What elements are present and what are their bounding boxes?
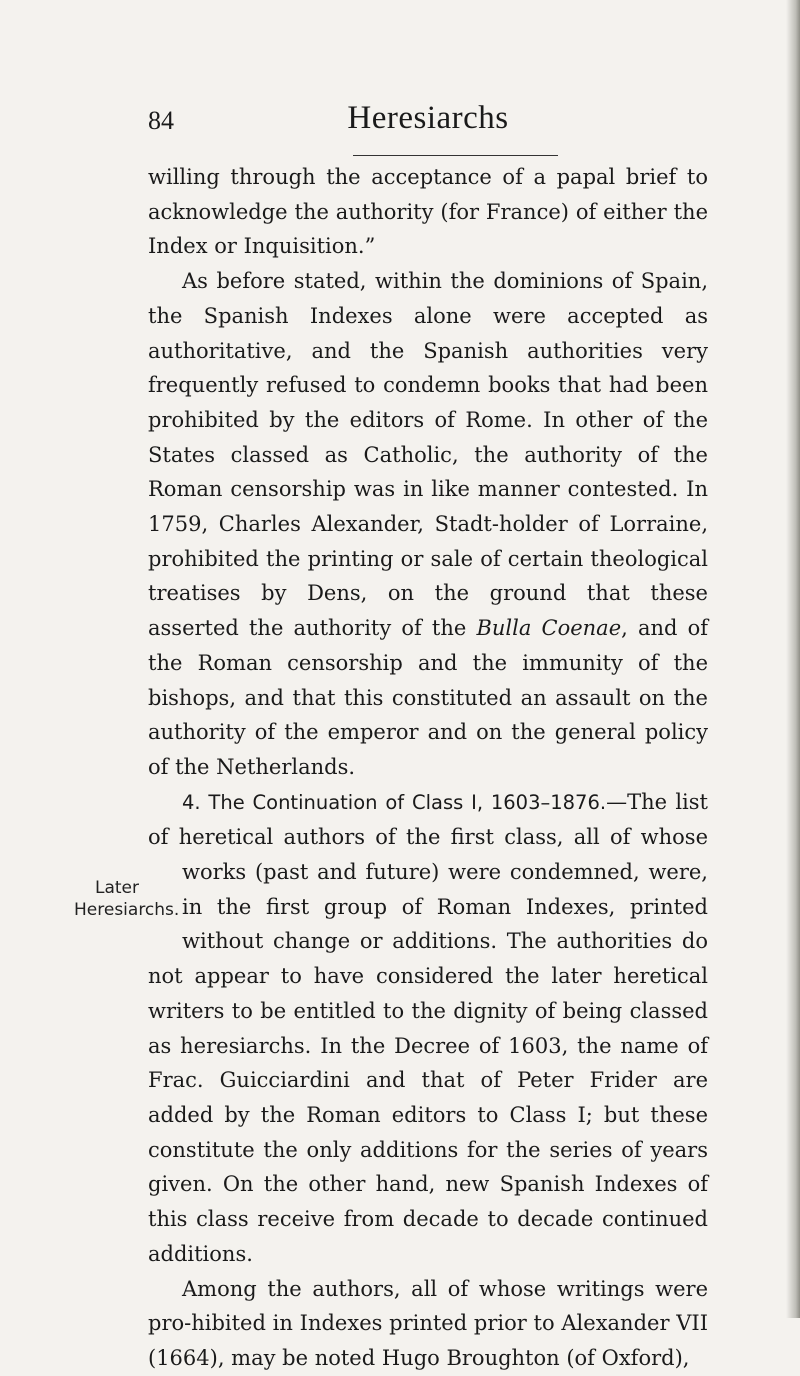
header-rule xyxy=(353,155,558,156)
body-text xyxy=(74,160,708,1376)
paragraph-3-text-rest: (past and future) were condemned, were, in the first group of Roman Indexes, printed without change or additions. The authorities do not appear to have considered the later heretical writers to be entitled to the dignity of being classed as heresiarchs. In the Decree of 1603, the name of Frac. Guicciardini and that of Peter Frider are added by the Roman editors to Class I; but these constitute the only additions for the series of years given. On the other hand, new Spanish Indexes of this class receive from decade to decade continued additions. xyxy=(148,860,708,1266)
section-heading: 4. The Continuation of Class I, 1603–1876. xyxy=(182,790,607,814)
margin-note-line-2: Heresiarchs. xyxy=(74,900,180,921)
paragraph-1: willing through the acceptance of a papal brief to acknowledge the authority (for France) of either the Index or Inquisition.” xyxy=(148,165,708,259)
paragraph-2-text-b: , and of the Roman censorship and the immunity of the bishops, and that this constituted an assault on the authority of the emperor and on the general policy of the Netherlands. xyxy=(148,616,708,779)
running-title: Heresiarchs xyxy=(347,100,509,136)
bulla-coenae-italic: Bulla Coenae xyxy=(476,616,622,641)
paragraph-3-text: —The list of heretical authors of the first class, all of whose works xyxy=(148,789,708,885)
page-number: 84 xyxy=(148,106,174,135)
paragraph-2 xyxy=(148,264,708,785)
page-edge-shadow xyxy=(786,0,800,1318)
margin-note-line-1: Later xyxy=(94,878,139,899)
paragraph-4: Among the authors, all of whose writings were pro-hibited in Indexes printed prior to Alexander VII (1664), may be noted Hugo Broughton (of Oxford), xyxy=(148,1276,708,1370)
page-header xyxy=(148,96,708,140)
margin-note xyxy=(40,855,182,959)
paragraph-3 xyxy=(74,785,708,1272)
paragraph-2-text-a: As before stated, within the dominions of Spain, the Spanish Indexes alone were accepted as authoritative, and the Spanish authorities very frequently refused to condemn books that had been prohibited by the editors of Rome. In other of the States classed as Catholic, the authority of the Roman censorship was in like manner contested. In 1759, Charles Alexander, Stadt-holder of Lorraine, prohibited the printing or sale of certain theological treatises by Dens, on the ground that these asserted the authority of the xyxy=(148,269,708,641)
